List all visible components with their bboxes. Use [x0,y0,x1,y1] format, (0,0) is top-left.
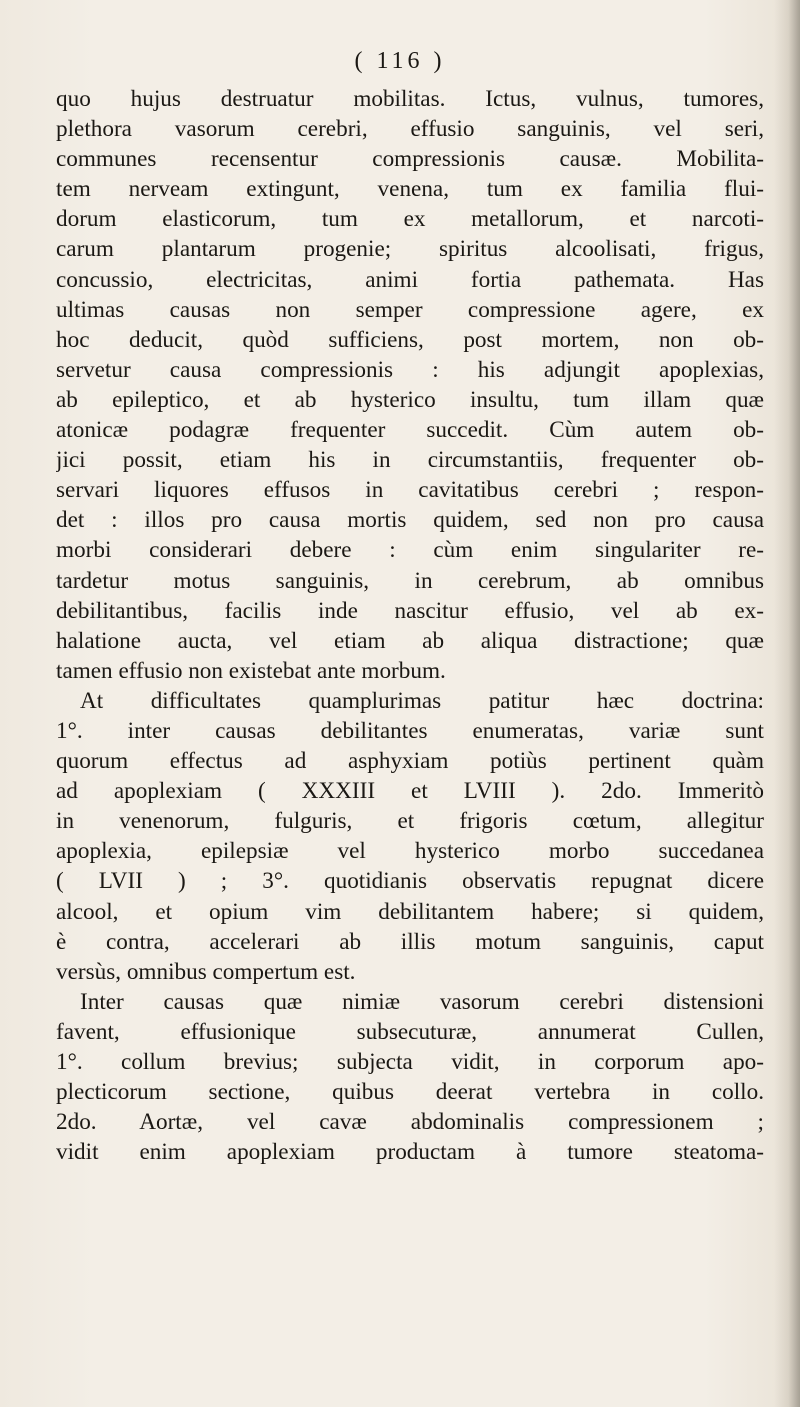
text-line: ( LVII ) ; 3°. quotidianis observatis repugnat dicere [56,868,764,895]
text-line: tardetur motus sanguinis, in cerebrum, ab omnibus [56,567,764,594]
text-line: tem nerveam extingunt, venena, tum ex familia flui- [56,176,764,203]
text-line: in venenorum, fulguris, et frigoris cœtum, allegitur [56,808,764,835]
text-line: plecticorum sectione, quibus deerat vertebra in collo. [56,1079,764,1106]
text-line: 2do. Aortæ, vel cavæ abdominalis compressionem ; [56,1109,764,1136]
text-line: apoplexia, epilepsiæ vel hysterico morbo succedanea [56,838,764,865]
text-line: det : illos pro causa mortis quidem, sed non pro causa [56,507,764,534]
text-line: jici possit, etiam his in circumstantiis, frequenter ob- [56,447,764,474]
text-line: ab epileptico, et ab hysterico insultu, tum illam quæ [56,386,764,413]
text-line: favent, effusionique subsecuturæ, annumerat Cullen, [56,1018,764,1045]
text-line: carum plantarum progenie; spiritus alcoolisati, frigus, [56,236,764,263]
text-line: quo hujus destruatur mobilitas. Ictus, vulnus, tumores, [56,86,764,112]
body-text [56,84,764,1167]
text-line: concussio, electricitas, animi fortia pathemata. Has [56,266,764,293]
text-line: è contra, accelerari ab illis motum sanguinis, caput [56,928,764,955]
text-line: versùs, omnibus compertum est. [56,958,356,985]
text-line: ultimas causas non semper compressione agere, ex [56,296,764,323]
text-line: 1°. collum brevius; subjecta vidit, in corporum apo- [56,1049,764,1075]
text-line: morbi considerari debere : cùm enim singulariter re- [56,537,764,564]
text-line: Inter causas quæ nimiæ vasorum cerebri distensioni [80,988,764,1015]
text-line: vidit enim apoplexiam productam à tumore steatoma- [56,1139,764,1166]
text-line: halatione aucta, vel etiam ab aliqua distractione; quæ [56,627,764,654]
text-line: atonicæ podagræ frequenter succedit. Cùm autem ob- [56,417,764,444]
text-line: 1°. inter causas debilitantes enumeratas, variæ sunt [56,717,764,744]
text-line: quorum effectus ad asphyxiam potiùs pertinent quàm [56,748,764,775]
text-line: debilitantibus, facilis inde nascitur effusio, vel ab ex- [56,597,764,624]
page-edge-shadow [774,0,800,1407]
text-line: alcool, et opium vim debilitantem habere; si quidem, [56,898,764,925]
text-line: plethora vasorum cerebri, effusio sanguinis, vel seri, [56,116,764,143]
text-line: servari liquores effusos in cavitatibus cerebri ; respon- [56,477,764,504]
text-line: hoc deducit, quòd sufficiens, post mortem, non ob- [56,326,764,353]
text-line: servetur causa compressionis : his adjungit apoplexias, [56,356,764,383]
text-line: ad apoplexiam ( XXXIII et LVIII ). 2do. Immeritò [56,778,764,805]
text-line: At difficultates quamplurimas patitur hæc doctrina: [80,687,764,714]
text-line: tamen effusio non existebat ante morbum. [56,657,446,684]
text-line: dorum elasticorum, tum ex metallorum, et narcoti- [56,206,764,233]
text-line: communes recensentur compressionis causæ. Mobilita- [56,146,764,173]
page-number: ( 116 ) [354,48,446,74]
